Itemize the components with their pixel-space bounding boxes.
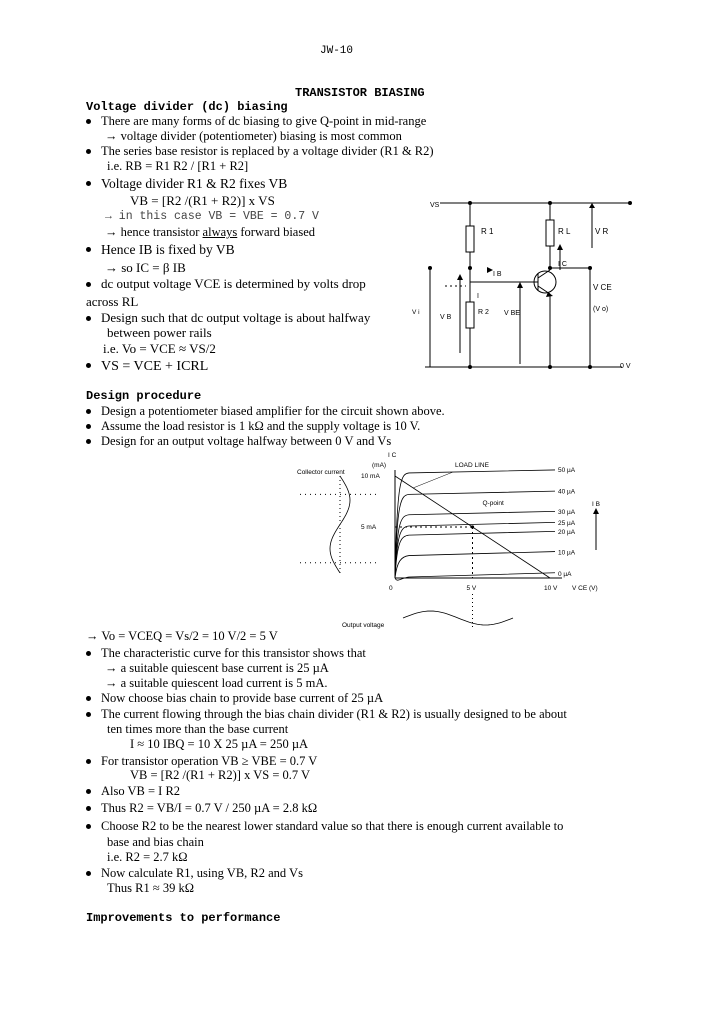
- section-heading-design-procedure: Design procedure: [86, 389, 202, 403]
- equation: I ≈ 10 IBQ = 10 X 25 µA = 250 µA: [130, 737, 309, 751]
- text-line: ten times more than the base current: [107, 722, 289, 736]
- bullet-icon: [86, 651, 91, 656]
- circuit-label-ib: I B: [493, 271, 502, 278]
- bullet-icon: [86, 806, 91, 811]
- bullet-line: Hence IB is fixed by VB: [86, 242, 235, 257]
- text-line: → voltage divider (potentiometer) biasing is most common: [105, 129, 402, 143]
- chart-series-label: 40 µA: [558, 488, 576, 496]
- chart-y-tick-label: 10 mA: [361, 473, 380, 480]
- bullet-line: dc output voltage VCE is determined by volts drop: [86, 276, 366, 291]
- bullet-line: There are many forms of dc biasing to give Q-point in mid-range: [86, 114, 426, 129]
- circuit-label-rl: R L: [558, 227, 571, 236]
- circuit-label-ic: I C: [558, 261, 567, 268]
- chart-series-label: 20 µA: [558, 529, 576, 537]
- bullet-icon: [86, 409, 91, 414]
- bullet-line: Now choose bias chain to provide base current of 25 µA: [86, 691, 383, 706]
- bullet-icon: [86, 824, 91, 829]
- circuit-label-0v: 0 V: [620, 363, 631, 370]
- section-heading-voltage-divider: Voltage divider (dc) biasing: [86, 100, 288, 114]
- equation: VB = [R2 /(R1 + R2)] x VS: [130, 193, 275, 208]
- bullet-icon: [86, 696, 91, 701]
- bullet-line: Thus R2 = VB/I = 0.7 V / 250 µA = 2.8 kΩ: [86, 801, 317, 816]
- text-line: Thus R1 ≈ 39 kΩ: [107, 881, 194, 895]
- chart-q-point-label: Q-point: [482, 500, 504, 507]
- chart-collector-current-label: Collector current: [297, 469, 345, 476]
- section-heading-improvements: Improvements to performance: [86, 911, 281, 925]
- text-line: i.e. Vo = VCE ≈ VS/2: [103, 341, 216, 356]
- equation: VB = [R2 /(R1 + R2)] x VS = 0.7 V: [130, 768, 311, 782]
- page-ref: JW-10: [320, 45, 354, 57]
- bullet-icon: [86, 871, 91, 876]
- page-title: TRANSISTOR BIASING: [295, 86, 425, 100]
- underlined-word: always: [202, 225, 238, 239]
- bullet-line: Design a potentiometer biased amplifier for the circuit shown above.: [86, 404, 445, 419]
- bullet-line: The characteristic curve for this transistor shows that: [86, 646, 366, 661]
- circuit-label-vs: VS: [430, 202, 440, 209]
- bullet-icon: [86, 439, 91, 444]
- text-line: → a suitable quiescent load current is 5 mA.: [105, 676, 328, 690]
- bullet-icon: [86, 363, 91, 368]
- circuit-label-vo: (V o): [593, 306, 609, 313]
- text-line: → so IC = β IB: [105, 260, 186, 275]
- text-line: → Vo = VCEQ = Vs/2 = 10 V/2 = 5 V: [86, 629, 278, 643]
- text-line: across RL: [86, 294, 139, 309]
- circuit-label-vr: V R: [595, 227, 609, 236]
- bullet-icon: [86, 282, 91, 287]
- circuit-label-vce: V CE: [593, 283, 612, 292]
- chart-x-tick-label: 5 V: [466, 585, 477, 592]
- text-line: → a suitable quiescent base current is 25 µA: [105, 661, 329, 675]
- bullet-icon: [86, 149, 91, 154]
- chart-load-line-pointer: [413, 472, 453, 488]
- circuit-label-r1: R 1: [481, 227, 494, 236]
- chart-curve-10A: [395, 552, 555, 578]
- bullet-line: The current flowing through the bias chain divider (R1 & R2) is usually designed to be about: [86, 707, 567, 722]
- chart-x-axis-label: V CE (V): [572, 585, 598, 592]
- chart-series-label: 0 µA: [558, 570, 572, 578]
- chart-curve-25A: [395, 522, 555, 578]
- bullet-line: Assume the load resistor is 1 kΩ and the supply voltage is 10 V.: [86, 419, 420, 434]
- chart-curve-30A: [395, 511, 555, 578]
- bullet-icon: [86, 316, 91, 321]
- text-line: → hence transistor always forward biased: [105, 225, 316, 239]
- chart-series-label: 30 µA: [558, 508, 576, 516]
- bullet-line: The series base resistor is replaced by a voltage divider (R1 & R2): [86, 144, 434, 159]
- bullet-icon: [86, 181, 91, 186]
- chart-output-voltage-label: Output voltage: [342, 622, 385, 629]
- circuit-label-vbe: V BE: [504, 310, 520, 317]
- chart-load-line-label: LOAD LINE: [455, 462, 489, 469]
- bullet-icon: [86, 789, 91, 794]
- chart-x-tick-label: 10 V: [544, 585, 558, 592]
- chart-output-waveform: [403, 611, 513, 625]
- chart-q-point: [471, 525, 474, 528]
- bullet-icon: [86, 712, 91, 717]
- text-line: between power rails: [107, 325, 212, 340]
- chart-x-tick-label: 0: [389, 585, 393, 592]
- bullet-icon: [86, 247, 91, 252]
- bullet-line: Design such that dc output voltage is about halfway: [86, 310, 370, 325]
- chart-curve-20A: [395, 531, 555, 578]
- bullet-icon: [86, 759, 91, 764]
- circuit-label-vb: V B: [440, 314, 452, 321]
- text-line: base and bias chain: [107, 835, 204, 849]
- chart-series-label: 10 µA: [558, 549, 576, 557]
- text-line: i.e. RB = R1 R2 / [R1 + R2]: [107, 159, 249, 173]
- bullet-line: Voltage divider R1 & R2 fixes VB: [86, 176, 287, 191]
- bullet-icon: [86, 119, 91, 124]
- bullet-line: Design for an output voltage halfway between 0 V and Vs: [86, 434, 391, 449]
- chart-y-unit: (mA): [372, 462, 387, 469]
- bullet-line: VS = VCE + ICRL: [86, 359, 208, 374]
- bullet-line: For transistor operation VB ≥ VBE = 0.7 V: [86, 754, 317, 769]
- chart-ib-axis-label: I B: [592, 501, 600, 508]
- transistor-characteristic-chart: [285, 448, 625, 633]
- bullet-icon: [86, 424, 91, 429]
- chart-series-label: 25 µA: [558, 519, 576, 527]
- chart-y-tick-label: 5 mA: [361, 524, 377, 531]
- circuit-label-vi: V i: [412, 309, 420, 316]
- bullet-line: Choose R2 to be the nearest lower standard value so that there is enough current available to: [86, 819, 563, 834]
- voltage-divider-circuit: [400, 190, 640, 380]
- bullet-line: Now calculate R1, using VB, R2 and Vs: [86, 866, 303, 881]
- circuit-label-i: I: [477, 293, 479, 300]
- text-line: i.e. R2 = 2.7 kΩ: [107, 850, 188, 864]
- bullet-line: Also VB = I R2: [86, 784, 180, 799]
- chart-curve-0A: [395, 573, 555, 580]
- chart-y-label: I C: [388, 452, 397, 459]
- chart-series-label: 50 µA: [558, 466, 576, 474]
- circuit-label-r2: R 2: [478, 309, 489, 316]
- text-line: → in this case VB = VBE = 0.7 V: [105, 210, 319, 223]
